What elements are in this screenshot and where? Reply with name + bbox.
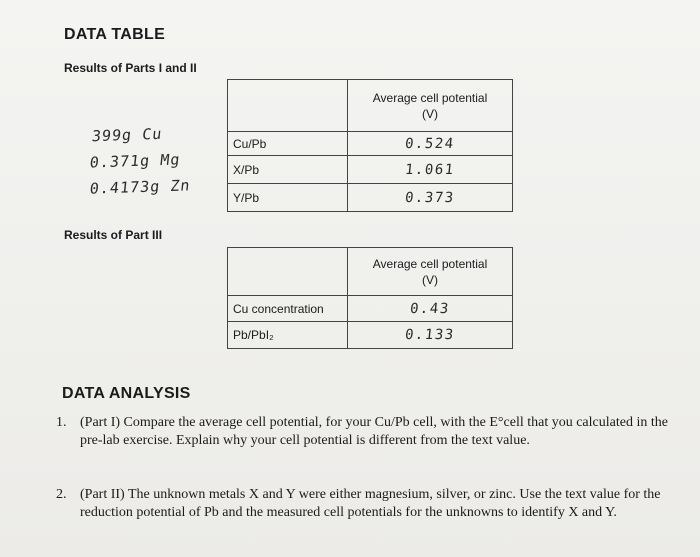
- handwritten-mass-zn: 0.4173g Zn: [88, 176, 192, 198]
- empty-header-cell: [228, 80, 348, 132]
- row-label: X/Pb: [228, 156, 348, 184]
- table-row: [228, 184, 513, 212]
- row-value: 0.133: [404, 327, 456, 343]
- row-value: 0.43: [409, 300, 451, 317]
- table2-header-cell: [348, 248, 513, 296]
- data-analysis-heading: DATA ANALYSIS: [62, 385, 191, 402]
- question-2: [56, 486, 676, 540]
- row-label: Pb/PbI₂: [228, 322, 348, 349]
- row-label: Cu concentration: [228, 296, 348, 322]
- row-value: 0.524: [404, 135, 456, 152]
- table1-header-line2: (V): [422, 106, 438, 121]
- question-number: 1.: [56, 415, 67, 430]
- parts-1-2-heading: Results of Parts I and II: [64, 61, 197, 75]
- row-value: 1.061: [404, 161, 456, 178]
- handwritten-mass-cu: 399g Cu: [90, 124, 164, 146]
- table-row: [228, 156, 513, 184]
- table1-header-line1: Average cell potential: [372, 90, 488, 105]
- question-text: (Part I) Compare the average cell potential, for your Cu/Pb cell, with the E°cell that you calculated in the pre-lab exercise. Explain why your cell potential is different from the text value.: [80, 415, 668, 448]
- table-row: [228, 322, 513, 349]
- empty-header-cell: [228, 248, 348, 296]
- results-table-parts-1-2: [227, 79, 513, 212]
- table-row: [228, 132, 513, 156]
- table1-header-cell: [348, 80, 513, 132]
- table2-header-line2: (V): [422, 272, 438, 287]
- table2-header-line1: Average cell potential: [372, 256, 488, 271]
- question-number: 2.: [56, 487, 67, 502]
- data-table-heading: DATA TABLE: [64, 26, 166, 43]
- question-text: (Part II) The unknown metals X and Y were either magnesium, silver, or zinc. Use the text value for the reduction potential of Pb and the measured cell potentials for the unknowns to identify X and Y.: [80, 487, 661, 520]
- table-row: [228, 296, 513, 322]
- question-1: [56, 414, 676, 468]
- part-3-heading: Results of Part III: [64, 228, 163, 242]
- results-table-part-3: [227, 247, 513, 349]
- row-label: Y/Pb: [228, 184, 348, 212]
- row-label: Cu/Pb: [228, 132, 348, 156]
- handwritten-mass-mg: 0.371g Mg: [88, 150, 182, 172]
- row-value: 0.373: [404, 189, 456, 206]
